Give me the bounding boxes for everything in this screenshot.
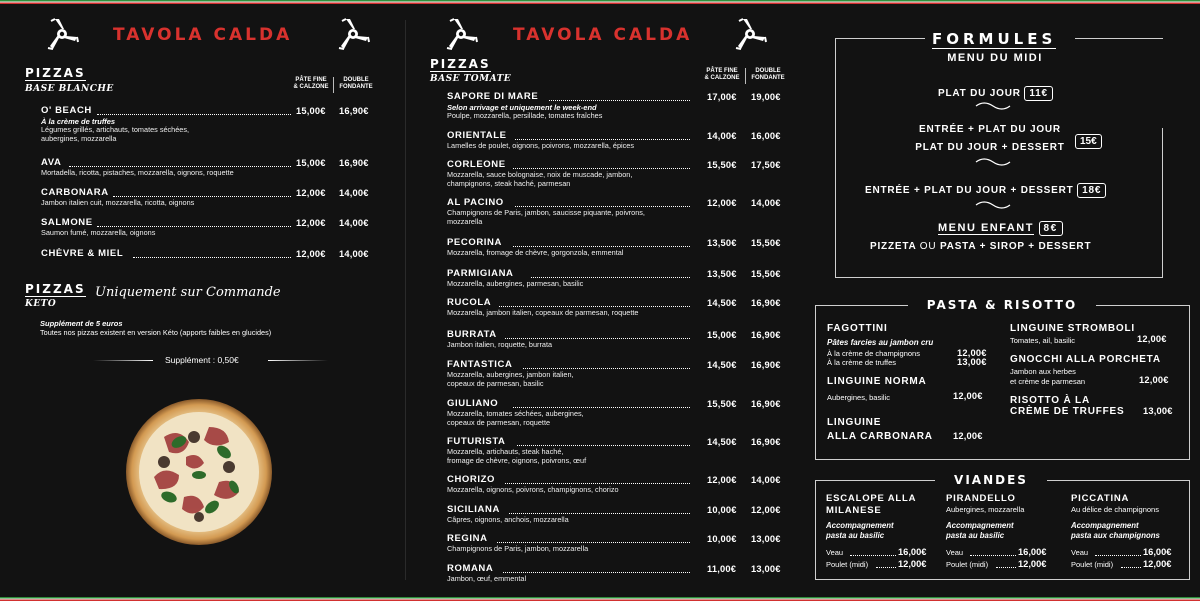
menu-item-name: CHORIZO bbox=[447, 474, 496, 485]
formule-plat-dessert: PLAT DU JOUR + DESSERT bbox=[915, 142, 1065, 153]
formules-title: FORMULES bbox=[932, 30, 1057, 48]
menu-item bbox=[447, 329, 690, 350]
price-double-fondante: 19,00€ bbox=[751, 92, 781, 102]
gnocchi-price: 12,00€ bbox=[1139, 375, 1169, 385]
menu-item-description: Jambon italien, roquette, burrata bbox=[447, 340, 553, 349]
risotto-name: RISOTTO À LA bbox=[1010, 395, 1090, 406]
menu-item-description: mozzarella bbox=[447, 216, 483, 226]
price-pate-fine: 14,50€ bbox=[707, 437, 737, 447]
dot-leader bbox=[497, 542, 690, 543]
frame-line bbox=[835, 38, 925, 39]
pasta-title: PASTA & RISOTTO bbox=[908, 298, 1096, 312]
fagottini-note: Pâtes farcies au jambon cru bbox=[827, 338, 934, 347]
menu-item-description: Mortadella, ricotta, pistaches, mozzarella, oignons, roquette bbox=[41, 168, 234, 177]
viande-accompagnement: pasta au basilic bbox=[826, 531, 885, 540]
menu-item-description: fromage de chèvre, oignons, poivrons, œuf bbox=[447, 455, 587, 465]
dot-leader bbox=[513, 168, 690, 169]
menu-item-name: FANTASTICA bbox=[447, 359, 513, 370]
divider-line bbox=[93, 360, 153, 361]
menu-item-description: copeaux de parmesan, basilic bbox=[447, 378, 544, 388]
viande-price-poulet: 12,00€ bbox=[1018, 559, 1047, 569]
dot-leader bbox=[515, 139, 690, 140]
viande-price-poulet: 12,00€ bbox=[898, 559, 927, 569]
price-pate-fine: 13,50€ bbox=[707, 269, 737, 279]
price-double-fondante: 16,90€ bbox=[751, 399, 781, 409]
section-subtitle-base-tomate: BASE TOMATE bbox=[430, 74, 512, 84]
price-double-fondante: 16,90€ bbox=[339, 106, 369, 116]
viande-label-poulet: Poulet (midi) bbox=[1071, 560, 1114, 569]
norma-price: 12,00€ bbox=[953, 391, 983, 401]
price-double-fondante: 16,90€ bbox=[751, 330, 781, 340]
price-pate-fine: 15,50€ bbox=[707, 399, 737, 409]
dot-leader bbox=[549, 100, 690, 101]
viande-accompagnement: Accompagnement bbox=[826, 521, 894, 530]
dot-leader bbox=[113, 196, 291, 197]
viande-name: PICCATINA bbox=[1071, 493, 1130, 504]
trinacria-logo-icon bbox=[45, 17, 79, 51]
menu-item-description: Mozzarella, artichauts, steak haché, bbox=[447, 447, 564, 456]
menu-item-description: Mozzarella, oignons, poivrons, champignons, chorizo bbox=[447, 485, 619, 494]
price-double-fondante: 16,90€ bbox=[339, 158, 369, 168]
price-double-fondante: 14,00€ bbox=[339, 218, 369, 228]
menu-item-name: ROMANA bbox=[447, 563, 494, 574]
dot-leader bbox=[517, 445, 690, 446]
price-double-fondante: 17,50€ bbox=[751, 160, 781, 170]
brand-title: TAVOLA CALDA bbox=[513, 25, 693, 45]
menu-item-name: CORLEONE bbox=[447, 159, 506, 170]
keto-order-note: Uniquement sur Commande bbox=[95, 285, 281, 300]
price-double-fondante: 16,00€ bbox=[751, 131, 781, 141]
price-pate-fine: 12,00€ bbox=[296, 218, 326, 228]
menu-item-description: Mozzarella, jambon italien, copeaux de parmesan, roquette bbox=[447, 308, 639, 317]
price-pate-fine: 13,50€ bbox=[707, 238, 737, 248]
price-double-fondante: 14,00€ bbox=[339, 249, 369, 259]
price-pate-fine: 11,00€ bbox=[707, 564, 737, 574]
dot-leader bbox=[970, 555, 1016, 556]
column-separator bbox=[745, 68, 746, 84]
frame-line bbox=[1162, 128, 1163, 278]
menu-item bbox=[447, 159, 690, 188]
fagottini-price: 13,00€ bbox=[957, 357, 987, 367]
price-pate-fine: 15,00€ bbox=[707, 330, 737, 340]
menu-item-name: BURRATA bbox=[447, 329, 497, 340]
gnocchi-desc: et crème de parmesan bbox=[1010, 377, 1086, 386]
viande-name: MILANESE bbox=[826, 505, 882, 516]
menu-item bbox=[447, 297, 690, 318]
viande-price-veau: 16,00€ bbox=[898, 547, 927, 557]
menu-item bbox=[447, 359, 690, 388]
section-subtitle-base-blanche: BASE BLANCHE bbox=[25, 84, 114, 94]
viande-desc: Au délice de champignons bbox=[1071, 505, 1159, 514]
price-pate-fine: 12,00€ bbox=[707, 198, 737, 208]
menu-item-description: Poulpe, mozzarella, persillade, tomates fraîches bbox=[447, 111, 603, 120]
price-double-fondante: 12,00€ bbox=[751, 505, 781, 515]
menu-enfant-title: MENU ENFANT 8€ bbox=[938, 221, 1063, 236]
dot-leader bbox=[509, 513, 690, 514]
price-pate-fine: 15,00€ bbox=[296, 158, 326, 168]
menu-item bbox=[447, 130, 690, 151]
price-pate-fine: 15,00€ bbox=[296, 106, 326, 116]
trinacria-logo-icon bbox=[444, 17, 478, 51]
gnocchi-desc: Jambon aux herbes bbox=[1010, 367, 1076, 376]
viande-label-poulet: Poulet (midi) bbox=[946, 560, 989, 569]
dot-leader bbox=[1095, 555, 1141, 556]
price-pate-fine: 12,00€ bbox=[707, 475, 737, 485]
column-header-double: DOUBLE FONDANTE bbox=[339, 77, 373, 90]
menu-item-name: GIULIANO bbox=[447, 398, 499, 409]
dot-leader bbox=[850, 555, 896, 556]
price-double-fondante: 16,90€ bbox=[751, 298, 781, 308]
menu-item-description: Saumon fumé, mozzarella, oignons bbox=[41, 228, 156, 237]
price-pate-fine: 14,50€ bbox=[707, 360, 737, 370]
section-title-pizzas-tomate: PIZZAS bbox=[430, 57, 491, 71]
panel-divider bbox=[405, 20, 406, 580]
viande-name: ESCALOPE ALLA bbox=[826, 493, 917, 504]
menu-item-name: CHÈVRE & MIEL bbox=[41, 248, 124, 259]
fagottini-price: 12,00€ bbox=[957, 348, 987, 358]
dot-leader bbox=[513, 246, 690, 247]
viande-price-poulet: 12,00€ bbox=[1143, 559, 1172, 569]
italian-flag-stripe-bottom bbox=[0, 597, 1200, 601]
frame-line bbox=[835, 277, 1163, 278]
menu-item bbox=[447, 474, 690, 495]
price-pate-fine: 12,00€ bbox=[296, 249, 326, 259]
menu-item-description: champignons, steak haché, parmesan bbox=[447, 178, 571, 188]
carbonara-name: LINGUINE bbox=[827, 417, 882, 428]
price-double-fondante: 14,00€ bbox=[339, 188, 369, 198]
trinacria-logo-icon bbox=[733, 17, 767, 51]
carbonara-price: 12,00€ bbox=[953, 431, 983, 441]
dot-leader bbox=[505, 483, 690, 484]
column-header-fine: PÂTE FINE & CALZONE bbox=[293, 77, 329, 90]
viande-label-poulet: Poulet (midi) bbox=[826, 560, 869, 569]
menu-item-description: Mozzarella, tomates séchées, aubergines, bbox=[447, 409, 584, 418]
frame-line bbox=[835, 38, 836, 278]
menu-item bbox=[41, 248, 291, 260]
menu-item-description: Mozzarella, sauce bolognaise, noix de muscade, jambon, bbox=[447, 170, 633, 179]
section-title-pizzas-blanche: PIZZAS bbox=[25, 66, 86, 80]
fagottini-option: À la crème de champignons bbox=[827, 349, 920, 358]
supplement-price: Supplément : 0,50€ bbox=[165, 355, 239, 365]
dot-leader bbox=[505, 338, 690, 339]
dot-leader bbox=[515, 206, 690, 207]
column-header-double: DOUBLE FONDANTE bbox=[751, 68, 785, 81]
menu-item bbox=[447, 436, 690, 465]
keto-supplement-note: Supplément de 5 euros bbox=[40, 319, 123, 328]
dot-leader bbox=[513, 407, 690, 408]
menu-item-description: Câpres, oignons, anchois, mozzarella bbox=[447, 515, 569, 524]
column-separator bbox=[333, 77, 334, 93]
menu-item bbox=[447, 533, 690, 554]
menu-item-name: REGINA bbox=[447, 533, 488, 544]
menu-item-description: Mozzarella, aubergines, jambon italien, bbox=[447, 370, 574, 379]
formule-entree-plat: ENTRÉE + PLAT DU JOUR bbox=[919, 124, 1061, 135]
section-subtitle-keto: KETO bbox=[25, 299, 57, 309]
menu-item-name: SICILIANA bbox=[447, 504, 500, 515]
price-pate-fine: 10,00€ bbox=[707, 505, 737, 515]
price-double-fondante: 16,90€ bbox=[751, 437, 781, 447]
menu-item-description: Jambon, œuf, emmental bbox=[447, 574, 527, 583]
menu-item-name: SAPORE DI MARE bbox=[447, 91, 539, 102]
viande-label-veau: Veau bbox=[1071, 548, 1089, 557]
risotto-name: CRÈME DE TRUFFES bbox=[1010, 406, 1125, 417]
formule-plat-du-jour: PLAT DU JOUR 11€ bbox=[938, 86, 1053, 101]
keto-description: Toutes nos pizzas existent en version Kéto (apports faibles en glucides) bbox=[40, 328, 272, 337]
wave-ornament-icon bbox=[975, 157, 1011, 167]
price-double-fondante: 15,50€ bbox=[751, 238, 781, 248]
viandes-title: VIANDES bbox=[935, 473, 1047, 487]
viande-label-veau: Veau bbox=[946, 548, 964, 557]
viande-price-veau: 16,00€ bbox=[1143, 547, 1172, 557]
price-double-fondante: 15,50€ bbox=[751, 269, 781, 279]
viande-accompagnement: pasta aux champignons bbox=[1071, 531, 1160, 540]
price-double-fondante: 13,00€ bbox=[751, 534, 781, 544]
menu-item bbox=[447, 268, 690, 289]
dot-leader bbox=[503, 572, 690, 573]
menu-item-description: Champignons de Paris, jambon, mozzarella bbox=[447, 544, 589, 553]
pizza-photo-icon bbox=[124, 397, 274, 547]
menu-item bbox=[447, 563, 690, 584]
wave-ornament-icon bbox=[975, 200, 1011, 210]
section-title-pizzas-keto: PIZZAS bbox=[25, 282, 86, 296]
formule-complete: ENTRÉE + PLAT DU JOUR + DESSERT 18€ bbox=[865, 183, 1106, 198]
gnocchi-name: GNOCCHI ALLA PORCHETA bbox=[1010, 354, 1161, 365]
price-double-fondante: 13,00€ bbox=[751, 564, 781, 574]
dot-leader bbox=[499, 306, 690, 307]
price-pate-fine: 10,00€ bbox=[707, 534, 737, 544]
menu-item-description: copeaux de parmesan, roquette bbox=[447, 417, 551, 427]
menu-item-description: Mozzarella, fromage de chèvre, gorgonzola, emmental bbox=[447, 248, 624, 257]
menu-item-name: SALMONE bbox=[41, 217, 93, 228]
menu-item-name: RUCOLA bbox=[447, 297, 492, 308]
dot-leader bbox=[876, 567, 896, 568]
menu-item bbox=[447, 504, 690, 525]
price-pate-fine: 15,50€ bbox=[707, 160, 737, 170]
trinacria-logo-icon bbox=[336, 17, 370, 51]
dot-leader bbox=[69, 166, 291, 167]
menu-item-note: Selon arrivage et uniquement le week-end bbox=[447, 103, 597, 112]
price-pate-fine: 14,00€ bbox=[707, 131, 737, 141]
price-double-fondante: 14,00€ bbox=[751, 198, 781, 208]
menu-item bbox=[41, 217, 291, 238]
norma-name: LINGUINE NORMA bbox=[827, 376, 927, 387]
menu-item-description: aubergines, mozzarella bbox=[41, 133, 117, 143]
menu-item-description: Champignons de Paris, jambon, saucisse piquante, poivrons, bbox=[447, 208, 645, 217]
menu-item bbox=[447, 398, 690, 427]
risotto-price: 13,00€ bbox=[1143, 406, 1173, 416]
wave-ornament-icon bbox=[975, 101, 1011, 111]
menu-item bbox=[447, 197, 690, 226]
menu-item-name: ORIENTALE bbox=[447, 130, 507, 141]
norma-desc: Aubergines, basilic bbox=[827, 393, 890, 402]
price-box: 11€ bbox=[1024, 86, 1053, 101]
divider-line bbox=[268, 360, 328, 361]
viande-name: PIRANDELLO bbox=[946, 493, 1016, 504]
menu-item bbox=[41, 187, 291, 208]
stromboli-name: LINGUINE STROMBOLI bbox=[1010, 323, 1135, 334]
stromboli-desc: Tomates, ail, basilic bbox=[1010, 336, 1076, 345]
stromboli-price: 12,00€ bbox=[1137, 334, 1167, 344]
menu-item bbox=[41, 157, 291, 178]
viande-label-veau: Veau bbox=[826, 548, 844, 557]
formule-15-price: 15€ bbox=[1075, 131, 1102, 149]
menu-item-description: Mozzarella, aubergines, parmesan, basilic bbox=[447, 279, 584, 288]
menu-item-description: Lamelles de poulet, oignons, poivrons, mozzarella, épices bbox=[447, 141, 634, 150]
dot-leader bbox=[523, 368, 690, 369]
price-pate-fine: 17,00€ bbox=[707, 92, 737, 102]
fagottini-option: À la crème de truffes bbox=[827, 358, 897, 367]
price-pate-fine: 14,50€ bbox=[707, 298, 737, 308]
menu-item-name: CARBONARA bbox=[41, 187, 109, 198]
menu-item-name: PECORINA bbox=[447, 237, 502, 248]
dot-leader bbox=[97, 226, 291, 227]
menu-item bbox=[447, 91, 690, 121]
menu-item-name: O' BEACH bbox=[41, 105, 92, 116]
brand-title: TAVOLA CALDA bbox=[113, 25, 293, 45]
menu-item bbox=[447, 237, 690, 258]
menu-item-description: Jambon italien cuit, mozzarella, ricotta, oignons bbox=[41, 198, 195, 207]
price-pate-fine: 12,00€ bbox=[296, 188, 326, 198]
dot-leader bbox=[133, 257, 291, 258]
column-header-fine: PÂTE FINE & CALZONE bbox=[704, 68, 740, 81]
viande-accompagnement: Accompagnement bbox=[946, 521, 1014, 530]
italian-flag-stripe-top bbox=[0, 0, 1200, 4]
menu-item-name: AVA bbox=[41, 157, 62, 168]
viande-accompagnement: Accompagnement bbox=[1071, 521, 1139, 530]
formules-subtitle: MENU DU MIDI bbox=[947, 52, 1043, 64]
menu-enfant-contents: PIZZETA OU PASTA + SIROP + DESSERT bbox=[870, 241, 1092, 252]
dot-leader bbox=[996, 567, 1016, 568]
menu-item bbox=[41, 105, 291, 143]
viande-desc: Aubergines, mozzarella bbox=[946, 505, 1025, 514]
price-double-fondante: 16,90€ bbox=[751, 360, 781, 370]
viande-price-veau: 16,00€ bbox=[1018, 547, 1047, 557]
viande-accompagnement: pasta au basilic bbox=[946, 531, 1005, 540]
menu-item-name: AL PACINO bbox=[447, 197, 504, 208]
menu-item-name: FUTURISTA bbox=[447, 436, 506, 447]
frame-line bbox=[1075, 38, 1163, 39]
menu-item-description: Légumes grillés, artichauts, tomates séchées, bbox=[41, 125, 190, 134]
price-double-fondante: 14,00€ bbox=[751, 475, 781, 485]
fagottini-name: FAGOTTINI bbox=[827, 323, 888, 334]
carbonara-name: ALLA CARBONARA bbox=[827, 431, 933, 442]
dot-leader bbox=[1121, 567, 1141, 568]
dot-leader bbox=[97, 114, 291, 115]
menu-item-name: PARMIGIANA bbox=[447, 268, 514, 279]
dot-leader bbox=[531, 277, 690, 278]
menu-item-note: À la crème de truffes bbox=[41, 117, 116, 126]
